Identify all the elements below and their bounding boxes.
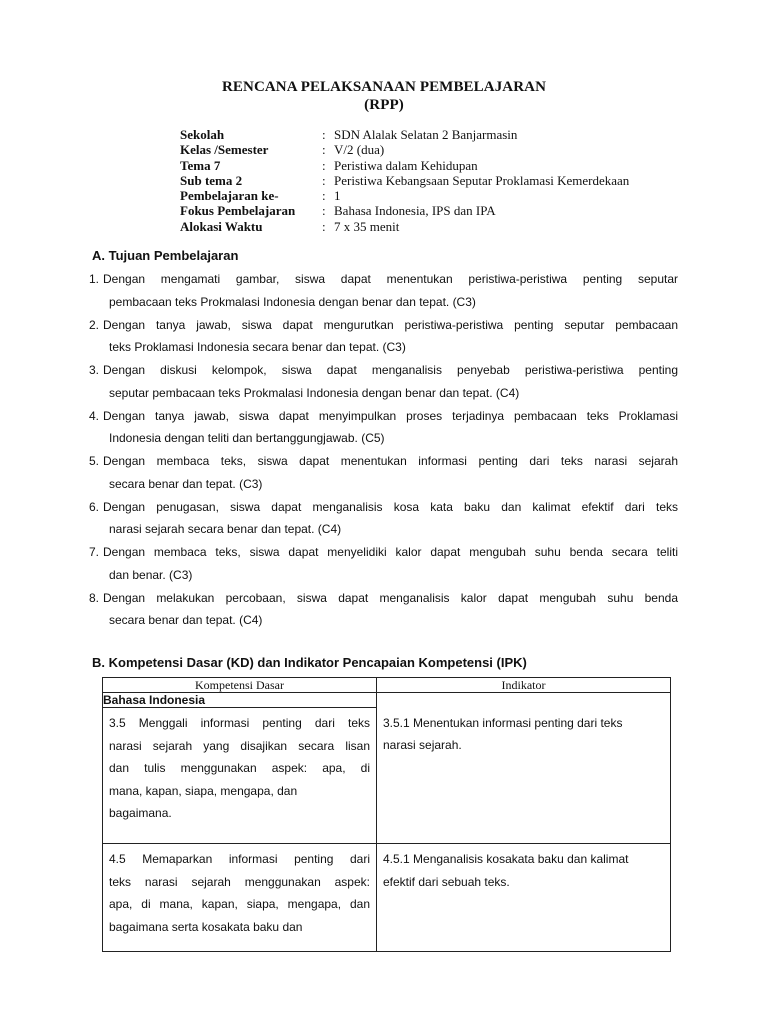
meta-row-subtheme	[180, 173, 629, 188]
meta-colon: :	[322, 127, 326, 142]
item-text: Dengan melakukan percobaan, siswa dapat menganalisis kalor dapat mengubah suhu benda	[103, 590, 678, 605]
list-item	[89, 359, 678, 405]
item-number: 2.	[89, 317, 100, 332]
meta-row-time	[180, 219, 629, 234]
competency-table	[102, 677, 671, 952]
list-item	[89, 268, 678, 314]
subject-row-empty	[377, 693, 671, 708]
item-text-cont: Indonesia dengan teliti dan bertanggungjawab. (C5)	[109, 431, 385, 445]
meta-colon: :	[322, 188, 326, 204]
meta-label: Alokasi Waktu	[180, 218, 263, 234]
meta-colon: :	[322, 203, 326, 219]
meta-row-focus	[180, 203, 629, 218]
meta-value: Peristiwa dalam Kehidupan	[334, 157, 478, 173]
meta-label: Sub tema 2	[180, 172, 243, 188]
item-number: 4.	[89, 408, 100, 423]
document-title: RENCANA PELAKSANAAN PEMBELAJARAN	[221, 79, 547, 95]
item-text-cont: dan benar. (C3)	[109, 567, 193, 582]
meta-value: V/2 (dua)	[334, 142, 385, 158]
meta-label: Tema 7	[180, 157, 221, 173]
identity-block	[180, 127, 629, 234]
meta-row-school	[180, 127, 629, 142]
item-text: Dengan tanya jawab, siswa dapat mengurutkan peristiwa-peristiwa penting seputar pembacaan	[103, 317, 678, 332]
meta-colon: :	[322, 157, 326, 173]
item-number: 7.	[89, 545, 100, 559]
indicator-cell: 3.5.1 Menentukan informasi penting dari teks narasi sejarah.	[383, 715, 623, 752]
item-text-cont: teks Proklamasi Indonesia secara benar dan tepat. (C3)	[109, 340, 406, 354]
table-row	[103, 708, 671, 844]
objectives-list	[89, 268, 678, 632]
item-text: Dengan tanya jawab, siswa dapat menyimpulkan proses terjadinya pembacaan teks Proklamasi	[103, 408, 678, 423]
item-number: 1.	[89, 272, 100, 286]
meta-label: Kelas /Semester	[180, 142, 269, 158]
section-b-heading: B. Kompetensi Dasar (KD) dan Indikator Pencapaian Kompetensi (IPK)	[92, 655, 527, 670]
list-item	[89, 541, 678, 587]
list-item	[89, 405, 678, 451]
meta-row-lesson	[180, 188, 629, 203]
item-text-cont: narasi sejarah secara benar dan tepat. (C4)	[109, 522, 342, 536]
list-item	[89, 450, 678, 496]
kd-cell: 4.5 Memaparkan informasi penting dari teks narasi sejarah menggunakan aspek: apa, di mana, kapan, siapa, mengapa, dan bagaimana serta kosakata baku dan	[109, 852, 370, 934]
meta-colon: :	[322, 218, 326, 234]
column-header-kd: Kompetensi Dasar	[103, 678, 377, 693]
item-text-cont: pembacaan teks Prokmalasi Indonesia dengan benar dan tepat. (C3)	[109, 294, 476, 309]
item-text-cont: seputar pembacaan teks Prokmalasi Indonesia dengan benar dan tepat. (C4)	[109, 385, 520, 400]
list-item	[89, 314, 678, 360]
document-subtitle: (RPP)	[364, 97, 404, 113]
meta-colon: :	[322, 172, 326, 188]
item-text-cont: secara benar dan tepat. (C3)	[109, 476, 263, 491]
meta-value: Peristiwa Kebangsaan Seputar Proklamasi Kemerdekaan	[334, 172, 630, 188]
item-text: Dengan mengamati gambar, siswa dapat menentukan peristiwa-peristiwa penting seputar	[103, 272, 678, 286]
meta-label: Fokus Pembelajaran	[180, 203, 296, 219]
item-number: 3.	[89, 363, 100, 377]
meta-label: Pembelajaran ke-	[180, 188, 279, 204]
meta-value: 1	[334, 188, 341, 204]
subject-row	[103, 693, 671, 708]
meta-value: 7 x 35 menit	[334, 218, 400, 234]
list-item	[89, 587, 678, 633]
item-number: 5.	[89, 454, 100, 468]
item-text: Dengan penugasan, siswa dapat menganalisis kosa kata baku dan kalimat efektif dari teks	[103, 499, 678, 514]
list-item	[89, 496, 678, 542]
item-text: Dengan membaca teks, siswa dapat menentukan informasi penting dari teks narasi sejarah	[103, 454, 678, 468]
indicator-cell: 4.5.1 Menganalisis kosakata baku dan kalimat efektif dari sebuah teks.	[383, 852, 629, 889]
item-text: Dengan membaca teks, siswa dapat menyelidiki kalor dapat mengubah suhu benda secara teliti	[103, 545, 678, 559]
item-number: 8.	[89, 590, 100, 605]
meta-colon: :	[322, 142, 326, 158]
kd-cell: 3.5 Menggali informasi penting dari teks narasi sejarah yang disajikan secara lisan dan tulis menggunakan aspek: apa, di mana, kapan, siapa, mengapa, dan bagaimana.	[109, 716, 370, 820]
column-header-indicator: Indikator	[377, 678, 671, 693]
meta-value: Bahasa Indonesia, IPS dan IPA	[334, 203, 496, 219]
item-text-cont: secara benar dan tepat. (C4)	[109, 613, 263, 627]
meta-row-theme	[180, 158, 629, 173]
meta-value: SDN Alalak Selatan 2 Banjarmasin	[334, 127, 518, 142]
item-number: 6.	[89, 499, 100, 514]
meta-label: Sekolah	[180, 127, 225, 142]
item-text: Dengan diskusi kelompok, siswa dapat menganalisis penyebab peristiwa-peristiwa penting	[103, 363, 678, 377]
section-a-heading: A. Tujuan Pembelajaran	[92, 248, 239, 263]
meta-row-class	[180, 142, 629, 157]
table-header-row	[103, 678, 671, 693]
table-row	[103, 844, 671, 952]
subject-label: Bahasa Indonesia	[103, 693, 377, 708]
